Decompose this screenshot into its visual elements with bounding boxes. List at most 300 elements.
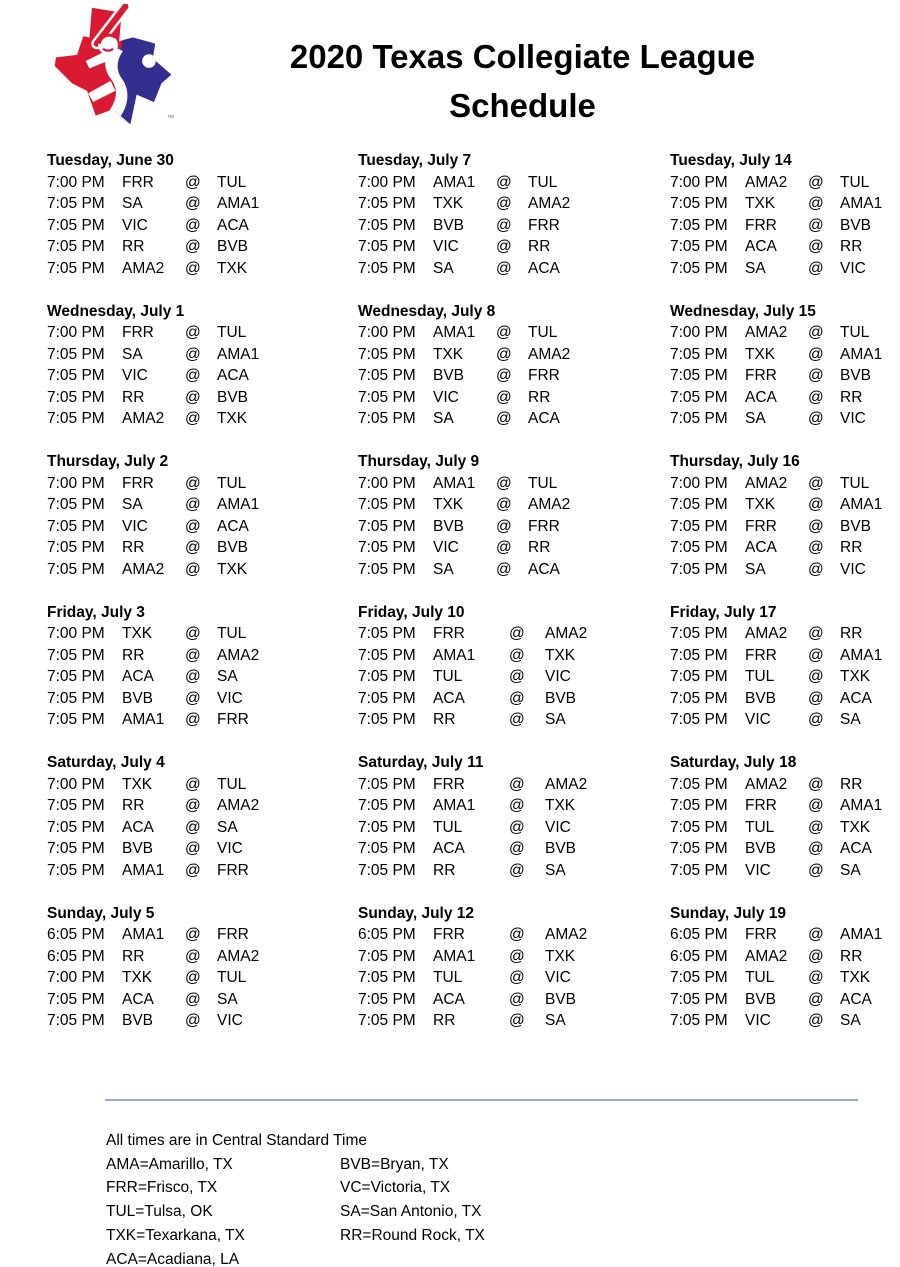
at-symbol: @	[185, 1012, 201, 1029]
home-team: FRR	[217, 711, 249, 728]
home-team: TUL	[528, 173, 558, 191]
game-time: 7:05 PM	[47, 990, 105, 1008]
game-time: 7:05 PM	[670, 238, 728, 255]
away-team: ACA	[745, 388, 777, 406]
home-team: RR	[840, 238, 863, 255]
at-symbol: @	[808, 496, 824, 513]
away-team: SA	[745, 410, 766, 427]
at-symbol: @	[509, 990, 525, 1008]
at-symbol: @	[185, 345, 201, 363]
game-row	[47, 989, 358, 1011]
game-time: 6:05 PM	[670, 947, 728, 965]
home-team: RR	[840, 539, 863, 556]
day-block	[358, 903, 670, 1032]
game-row	[47, 344, 358, 366]
game-time: 7:05 PM	[47, 840, 105, 857]
home-team: AMA1	[840, 496, 883, 513]
away-team: AMA2	[745, 947, 788, 965]
day-block	[670, 301, 900, 430]
away-team: FRR	[745, 367, 777, 384]
game-time: 7:00 PM	[47, 625, 105, 642]
day-header: Tuesday, July 14	[670, 152, 792, 169]
schedule-column-1	[47, 150, 358, 1053]
legend-row	[106, 1200, 485, 1224]
game-time: 7:05 PM	[358, 689, 416, 707]
legend-abbr-right: BVB=Bryan, TX	[340, 1155, 449, 1173]
game-time: 7:05 PM	[670, 496, 728, 513]
away-team: FRR	[433, 625, 465, 642]
game-row	[670, 193, 900, 215]
game-row	[358, 387, 670, 409]
home-team: AMA1	[217, 496, 260, 513]
league-logo	[50, 4, 176, 128]
home-team: AMA1	[840, 646, 883, 664]
game-time: 7:05 PM	[47, 388, 105, 406]
at-symbol: @	[185, 861, 201, 879]
game-time: 7:05 PM	[358, 840, 416, 857]
game-time: 7:05 PM	[358, 1012, 416, 1029]
home-team: AMA2	[217, 646, 260, 664]
legend-row	[106, 1248, 485, 1267]
game-time: 7:05 PM	[358, 947, 416, 965]
at-symbol: @	[808, 797, 824, 814]
day-header: Sunday, July 5	[47, 904, 155, 922]
game-row	[47, 193, 358, 215]
away-team: SA	[433, 259, 454, 277]
game-row	[47, 322, 358, 344]
texas-logo-graphic	[50, 4, 176, 128]
day-block	[47, 602, 358, 731]
game-row	[670, 365, 900, 387]
game-time: 7:05 PM	[358, 818, 416, 836]
at-symbol: @	[185, 926, 201, 943]
home-team: BVB	[217, 539, 249, 556]
away-team: ACA	[433, 689, 465, 707]
at-symbol: @	[808, 259, 824, 277]
game-time: 7:00 PM	[358, 173, 416, 191]
game-row	[358, 365, 670, 387]
game-row	[47, 709, 358, 731]
away-team: BVB	[122, 840, 154, 857]
home-team: VIC	[217, 1012, 243, 1029]
day-header: Sunday, July 12	[358, 904, 475, 922]
day-header: Wednesday, July 8	[358, 302, 496, 320]
home-team: AMA2	[528, 496, 571, 513]
at-symbol: @	[808, 560, 824, 578]
at-symbol: @	[185, 496, 201, 513]
game-row	[47, 860, 358, 882]
home-team: TUL	[840, 173, 870, 191]
game-row	[47, 795, 358, 817]
game-row	[358, 344, 670, 366]
at-symbol: @	[496, 259, 512, 277]
at-symbol: @	[808, 216, 824, 234]
day-header: Saturday, July 11	[358, 754, 484, 771]
at-symbol: @	[185, 560, 201, 578]
home-team: TXK	[217, 410, 248, 427]
game-row	[47, 494, 358, 516]
away-team: BVB	[433, 367, 465, 384]
game-time: 7:05 PM	[358, 195, 416, 212]
away-team: ACA	[122, 668, 154, 685]
home-team: TXK	[545, 947, 576, 965]
home-team: VIC	[545, 668, 571, 685]
away-team: TXK	[433, 195, 464, 212]
game-row	[670, 559, 900, 581]
game-time: 7:05 PM	[358, 711, 416, 728]
game-row	[358, 838, 670, 860]
away-team: AMA2	[122, 410, 165, 427]
game-time: 7:00 PM	[47, 173, 105, 191]
game-time: 7:05 PM	[358, 259, 416, 277]
at-symbol: @	[808, 926, 824, 943]
away-team: RR	[433, 861, 456, 879]
away-team: FRR	[745, 797, 777, 814]
home-team: SA	[217, 668, 238, 685]
game-row	[358, 1010, 670, 1032]
day-block	[47, 451, 358, 580]
at-symbol: @	[185, 195, 201, 212]
away-team: VIC	[745, 711, 771, 728]
game-row	[670, 709, 900, 731]
game-time: 7:05 PM	[670, 969, 728, 986]
away-team: VIC	[745, 1012, 771, 1029]
home-team: BVB	[545, 689, 577, 707]
game-time: 7:05 PM	[47, 539, 105, 556]
game-row	[670, 322, 900, 344]
away-team: BVB	[745, 840, 777, 857]
game-time: 7:05 PM	[47, 668, 105, 685]
home-team: TUL	[528, 474, 558, 492]
at-symbol: @	[509, 840, 525, 857]
game-time: 6:05 PM	[47, 926, 105, 943]
game-row	[358, 924, 670, 946]
schedule-column-2	[358, 150, 670, 1053]
game-row	[47, 774, 358, 796]
at-symbol: @	[808, 625, 824, 642]
at-symbol: @	[496, 324, 512, 341]
game-time: 7:00 PM	[47, 969, 105, 986]
game-row	[47, 516, 358, 538]
away-team: ACA	[745, 539, 777, 556]
away-team: RR	[433, 711, 456, 728]
game-row	[47, 236, 358, 258]
home-team: FRR	[217, 861, 249, 879]
away-team: FRR	[433, 775, 465, 793]
game-time: 7:05 PM	[358, 410, 416, 427]
game-row	[358, 215, 670, 237]
away-team: ACA	[122, 990, 154, 1008]
away-team: TXK	[433, 496, 464, 513]
home-team: TUL	[217, 173, 247, 191]
game-row	[358, 860, 670, 882]
game-row	[47, 645, 358, 667]
footer-divider	[105, 1099, 858, 1101]
at-symbol: @	[808, 969, 824, 986]
game-row	[47, 623, 358, 645]
away-team: FRR	[122, 474, 154, 492]
away-team: AMA2	[122, 259, 165, 277]
away-team: SA	[433, 560, 454, 578]
away-team: AMA1	[122, 861, 165, 879]
home-team: BVB	[840, 517, 872, 535]
at-symbol: @	[808, 668, 824, 685]
game-time: 7:05 PM	[47, 797, 105, 814]
at-symbol: @	[185, 625, 201, 642]
home-team: ACA	[840, 689, 872, 707]
day-block	[47, 903, 358, 1032]
away-team: TXK	[433, 345, 464, 363]
trademark-symbol: ™	[167, 115, 174, 122]
at-symbol: @	[496, 560, 512, 578]
at-symbol: @	[808, 345, 824, 363]
game-row	[670, 666, 900, 688]
game-time: 7:05 PM	[670, 840, 728, 857]
game-time: 7:05 PM	[670, 216, 728, 234]
home-team: TXK	[217, 560, 248, 578]
away-team: AMA2	[745, 775, 788, 793]
game-time: 7:05 PM	[670, 689, 728, 707]
game-time: 7:00 PM	[47, 775, 105, 793]
game-time: 7:05 PM	[670, 195, 728, 212]
day-block	[358, 150, 670, 279]
at-symbol: @	[808, 474, 824, 492]
day-block	[358, 602, 670, 731]
at-symbol: @	[185, 517, 201, 535]
game-time: 7:05 PM	[47, 689, 105, 707]
game-row	[47, 365, 358, 387]
at-symbol: @	[496, 238, 512, 255]
game-row	[670, 516, 900, 538]
day-block	[47, 752, 358, 881]
at-symbol: @	[808, 367, 824, 384]
home-team: FRR	[528, 367, 560, 384]
game-row	[670, 946, 900, 968]
home-team: VIC	[545, 969, 571, 986]
away-team: AMA2	[745, 625, 788, 642]
away-team: AMA1	[122, 711, 165, 728]
game-row	[670, 537, 900, 559]
home-team: VIC	[217, 840, 243, 857]
game-row	[358, 989, 670, 1011]
at-symbol: @	[808, 818, 824, 836]
at-symbol: @	[808, 195, 824, 212]
home-team: ACA	[528, 259, 560, 277]
day-header: Wednesday, July 1	[47, 302, 185, 320]
timezone-note: All times are in Central Standard Time	[106, 1132, 368, 1149]
at-symbol: @	[185, 689, 201, 707]
game-row	[47, 408, 358, 430]
home-team: AMA2	[545, 625, 588, 642]
home-team: ACA	[217, 517, 249, 535]
at-symbol: @	[509, 797, 525, 814]
away-team: ACA	[745, 238, 777, 255]
game-row	[358, 193, 670, 215]
home-team: BVB	[217, 238, 249, 255]
at-symbol: @	[509, 625, 525, 642]
day-block	[670, 150, 900, 279]
game-time: 7:05 PM	[47, 367, 105, 384]
home-team: RR	[528, 539, 551, 556]
home-team: RR	[840, 625, 863, 642]
at-symbol: @	[185, 216, 201, 234]
game-row	[670, 344, 900, 366]
home-team: RR	[528, 238, 551, 255]
game-time: 7:05 PM	[47, 517, 105, 535]
home-team: ACA	[840, 840, 872, 857]
at-symbol: @	[808, 1012, 824, 1029]
game-time: 7:05 PM	[47, 238, 105, 255]
at-symbol: @	[185, 388, 201, 406]
away-team: RR	[433, 1012, 456, 1029]
game-row	[47, 924, 358, 946]
day-header: Friday, July 3	[47, 603, 145, 621]
away-team: SA	[745, 560, 766, 578]
game-time: 7:05 PM	[670, 539, 728, 556]
game-row	[47, 387, 358, 409]
game-time: 7:05 PM	[47, 259, 105, 277]
game-time: 7:05 PM	[670, 646, 728, 664]
away-team: FRR	[433, 926, 465, 943]
home-team: ACA	[840, 990, 872, 1008]
away-team: AMA2	[745, 324, 788, 341]
away-team: SA	[122, 496, 143, 513]
at-symbol: @	[185, 818, 201, 836]
game-row	[670, 838, 900, 860]
game-time: 7:05 PM	[670, 775, 728, 793]
game-row	[47, 666, 358, 688]
at-symbol: @	[185, 947, 201, 965]
game-row	[670, 774, 900, 796]
home-team: TUL	[217, 775, 247, 793]
game-time: 7:05 PM	[47, 216, 105, 234]
home-team: TUL	[217, 969, 247, 986]
home-team: AMA1	[840, 195, 883, 212]
page-title	[180, 32, 865, 130]
game-time: 7:05 PM	[47, 560, 105, 578]
home-team: TXK	[840, 668, 871, 685]
game-time: 7:05 PM	[358, 367, 416, 384]
game-row	[670, 215, 900, 237]
at-symbol: @	[185, 367, 201, 384]
at-symbol: @	[808, 539, 824, 556]
game-row	[670, 817, 900, 839]
game-time: 7:05 PM	[670, 990, 728, 1008]
home-team: BVB	[840, 216, 872, 234]
game-time: 7:05 PM	[670, 388, 728, 406]
game-row	[358, 172, 670, 194]
schedule-column-3	[670, 150, 900, 1053]
away-team: FRR	[122, 173, 154, 191]
away-team: VIC	[433, 238, 459, 255]
at-symbol: @	[185, 238, 201, 255]
game-time: 7:05 PM	[47, 711, 105, 728]
home-team: FRR	[217, 926, 249, 943]
home-team: TXK	[217, 259, 248, 277]
at-symbol: @	[185, 840, 201, 857]
home-team: AMA2	[545, 775, 588, 793]
game-row	[670, 236, 900, 258]
at-symbol: @	[496, 195, 512, 212]
away-team: AMA2	[745, 474, 788, 492]
home-team: SA	[217, 990, 238, 1008]
at-symbol: @	[509, 689, 525, 707]
game-time: 7:05 PM	[47, 195, 105, 212]
home-team: AMA1	[840, 345, 883, 363]
legend-abbr-left: AMA=Amarillo, TX	[106, 1155, 233, 1173]
game-time: 7:05 PM	[358, 345, 416, 363]
at-symbol: @	[509, 1012, 525, 1029]
game-row	[358, 774, 670, 796]
game-time: 7:00 PM	[47, 324, 105, 341]
home-team: VIC	[840, 560, 866, 578]
at-symbol: @	[185, 711, 201, 728]
game-row	[358, 258, 670, 280]
home-team: TUL	[840, 474, 870, 492]
away-team: RR	[122, 388, 145, 406]
away-team: VIC	[433, 539, 459, 556]
game-row	[47, 559, 358, 581]
title-line-1: 2020 Texas Collegiate League	[289, 38, 756, 76]
home-team: ACA	[217, 216, 249, 234]
legend-row	[106, 1153, 485, 1177]
game-time: 7:05 PM	[670, 1012, 728, 1029]
away-team: SA	[122, 195, 143, 212]
at-symbol: @	[185, 646, 201, 664]
game-row	[358, 967, 670, 989]
title-line-2: Schedule	[449, 87, 596, 125]
away-team: ACA	[433, 840, 465, 857]
at-symbol: @	[185, 474, 201, 492]
game-row	[670, 645, 900, 667]
legend-abbr-left: ACA=Acadiana, LA	[106, 1250, 240, 1267]
away-team: VIC	[122, 517, 148, 535]
game-time: 7:05 PM	[358, 216, 416, 234]
at-symbol: @	[509, 711, 525, 728]
at-symbol: @	[808, 775, 824, 793]
away-team: TUL	[433, 818, 463, 836]
home-team: SA	[840, 1012, 861, 1029]
away-team: FRR	[745, 646, 777, 664]
at-symbol: @	[808, 947, 824, 965]
home-team: FRR	[528, 216, 560, 234]
at-symbol: @	[185, 969, 201, 986]
day-header: Thursday, July 9	[358, 453, 480, 470]
away-team: TXK	[122, 625, 153, 642]
game-row	[47, 946, 358, 968]
home-team: RR	[528, 388, 551, 406]
legend-abbr-left: TUL=Tulsa, OK	[106, 1203, 213, 1221]
game-time: 7:00 PM	[358, 474, 416, 492]
home-team: TUL	[217, 324, 247, 341]
game-row	[670, 623, 900, 645]
away-team: BVB	[745, 990, 777, 1008]
away-team: BVB	[122, 1012, 154, 1029]
away-team: TXK	[745, 345, 776, 363]
legend-abbr-right: SA=San Antonio, TX	[340, 1203, 482, 1221]
away-team: TXK	[122, 775, 153, 793]
game-time: 7:05 PM	[670, 797, 728, 814]
at-symbol: @	[185, 539, 201, 556]
game-row	[47, 838, 358, 860]
game-time: 7:05 PM	[358, 775, 416, 793]
game-time: 7:05 PM	[670, 259, 728, 277]
away-team: AMA1	[433, 797, 476, 814]
game-row	[670, 387, 900, 409]
at-symbol: @	[496, 496, 512, 513]
home-team: SA	[840, 711, 861, 728]
home-team: TUL	[840, 324, 870, 341]
